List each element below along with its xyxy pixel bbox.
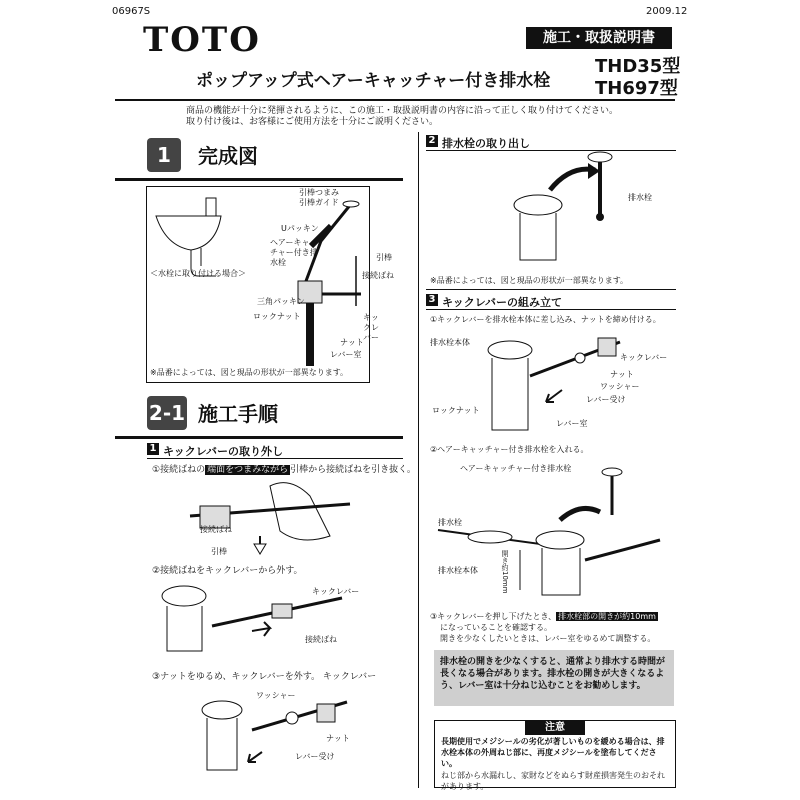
label-nut-1: ナット bbox=[326, 734, 350, 743]
label-nut: ナット bbox=[340, 338, 364, 347]
instr-text-3: ③ナットをゆるめ、キックレバーを外す。 bbox=[152, 672, 320, 682]
caution-bold-text: 長期使用でメジシールの劣化が著しいものを緩める場合は、排水栓本体の外周ねじ部に、再度メジシールを塗布してください。 bbox=[441, 737, 665, 768]
label-drain-2: 排水栓 bbox=[628, 193, 652, 202]
step-3-illustration-2 bbox=[430, 460, 670, 600]
label-drain-body-3b: 排水栓本体 bbox=[438, 566, 478, 575]
caution-box bbox=[434, 720, 676, 791]
instr-text-2: 引棒から接続ばねを引き抜く。 bbox=[290, 465, 416, 475]
brand-logo: TOTO bbox=[143, 20, 261, 60]
label-joint-spring-2: 接続ばね bbox=[305, 635, 337, 644]
label-kick-lever-3b: キックレバー bbox=[620, 353, 668, 362]
label-lever-seat-3: レバー受け bbox=[586, 395, 626, 404]
label-lever-seat-1: レバー受け bbox=[295, 752, 335, 761]
label-joint-spring-1: 接続ばね bbox=[200, 525, 232, 534]
label-u-packing: Uパッキン bbox=[281, 224, 319, 233]
instr-highlight: 端面をつまみながら bbox=[207, 465, 289, 475]
label-faucet-case: ＜水栓に取り付ける場合＞ bbox=[150, 269, 246, 278]
gray-note: 排水栓の開きを少なくすると、通常より排水する時間が長くなる場合があります。排水栓の開きが大きくなるよう、レバー室は十分ねじ込むことをお勧めします。 bbox=[434, 650, 674, 706]
label-pull-guide: 引棒ガイド bbox=[299, 198, 339, 207]
step-1-instruction-1 bbox=[152, 462, 416, 475]
step-3-title: キックレバーの組み立て bbox=[442, 296, 563, 309]
caution-text: ねじ部から水漏れし、家財などをぬらす財産損害発生のおそれがあります。 bbox=[441, 771, 665, 791]
step-3-instruction-3c: 開きを少なくしたいときは、レバー室をゆるめて調整する。 bbox=[440, 634, 656, 643]
label-lever-chamber: レバー室 bbox=[330, 350, 362, 359]
step-3-number: 3 bbox=[426, 294, 438, 306]
header-rule bbox=[115, 99, 675, 101]
step-3-instruction-3b: になっていることを確認する。 bbox=[440, 623, 552, 632]
section-1-title: 完成図 bbox=[198, 144, 258, 168]
instr3-highlight: 排水栓部の開きが約10mm bbox=[558, 612, 656, 621]
label-washer-1: ワッシャー bbox=[256, 691, 296, 700]
label-hair-drain: ヘアーキャッチャー付き排水栓 bbox=[270, 238, 318, 267]
step-3-illustration-1 bbox=[470, 330, 650, 430]
section-1-footnote: ※品番によっては、図と現品の形状が一部異なります。 bbox=[150, 368, 349, 377]
section-1-number: 1 bbox=[147, 138, 181, 172]
label-lock-nut-3: ロックナット bbox=[432, 406, 480, 415]
step-2-footnote: ※品番によっては、図と現品の形状が一部異なります。 bbox=[430, 276, 629, 285]
column-divider bbox=[418, 132, 419, 788]
step-1-header bbox=[147, 443, 403, 459]
model-number-2: TH697型 bbox=[595, 78, 678, 99]
label-lever-chamber-3: レバー室 bbox=[556, 419, 588, 428]
label-drain-3: 排水栓 bbox=[438, 518, 462, 527]
step-2-title: 排水栓の取り出し bbox=[442, 137, 530, 150]
label-joint-spring: 接続ばね bbox=[362, 271, 394, 280]
label-triangle-packing: 三角パッキン bbox=[257, 297, 305, 306]
label-nut-3: ナット bbox=[610, 370, 634, 379]
step-2-illustration bbox=[500, 145, 650, 265]
step-1-illustration-1 bbox=[170, 476, 360, 556]
label-washer-3: ワッシャー bbox=[600, 382, 640, 391]
manual-badge: 施工・取扱説明書 bbox=[526, 27, 672, 49]
instr3-text: ③キックレバーを押し下げたとき、 bbox=[430, 612, 557, 621]
caution-title: 注意 bbox=[525, 721, 585, 735]
label-lock-nut: ロックナット bbox=[253, 312, 301, 321]
step-3-header bbox=[426, 294, 676, 310]
document-number: 06967S bbox=[112, 6, 151, 17]
issue-date: 2009.12 bbox=[646, 6, 688, 17]
step-1-instruction-2: ②接続ばねをキックレバーから外す。 bbox=[152, 566, 303, 576]
label-hair-drain-3: ヘアーキャッチャー付き排水栓 bbox=[460, 464, 572, 473]
product-title: ポップアップ式ヘアーキャッチャー付き排水栓 bbox=[196, 71, 551, 91]
step-1-instruction-3 bbox=[152, 669, 376, 682]
label-drain-body-3: 排水栓本体 bbox=[430, 338, 470, 347]
step-2-number: 2 bbox=[426, 135, 438, 147]
model-number-1: THD35型 bbox=[595, 56, 681, 77]
section-2-rule bbox=[115, 436, 403, 439]
intro-line-1: 商品の機能が十分に発揮されるように、この施工・取扱説明書の内容に沿って正しく取り付けてください。 bbox=[186, 106, 619, 116]
label-opening-10mm: 開き約10mm bbox=[501, 550, 509, 594]
step-1-title: キックレバーの取り外し bbox=[163, 445, 284, 458]
label-pull-rod-1: 引棒 bbox=[211, 547, 227, 556]
step-3-instruction-1: ①キックレバーを排水栓本体に差し込み、ナットを締め付ける。 bbox=[430, 315, 661, 324]
instr-text: ①接続ばねの bbox=[152, 465, 206, 475]
section-1-rule bbox=[115, 178, 403, 181]
step-3-instruction-2: ②ヘアーキャッチャー付き排水栓を入れる。 bbox=[430, 445, 589, 454]
intro-line-2: 取り付け後は、お客様にご使用方法を十分にご説明ください。 bbox=[186, 117, 439, 127]
label-pull-rod: 引棒 bbox=[376, 253, 392, 262]
basin-inset-drawing bbox=[156, 198, 221, 276]
label-kick-lever-2: キックレバー bbox=[312, 587, 360, 596]
step-1-number: 1 bbox=[147, 443, 159, 455]
step-2-rule bbox=[426, 289, 676, 290]
label-pull-knob: 引棒つまみ bbox=[299, 188, 339, 197]
section-2-title: 施工手順 bbox=[198, 402, 278, 426]
label-kick-lever: キックレバー bbox=[363, 313, 379, 342]
section-2-number: 2-1 bbox=[147, 396, 187, 430]
label-kick-lever-3: キックレバー bbox=[322, 672, 377, 682]
step-3-instruction-3 bbox=[430, 611, 658, 622]
